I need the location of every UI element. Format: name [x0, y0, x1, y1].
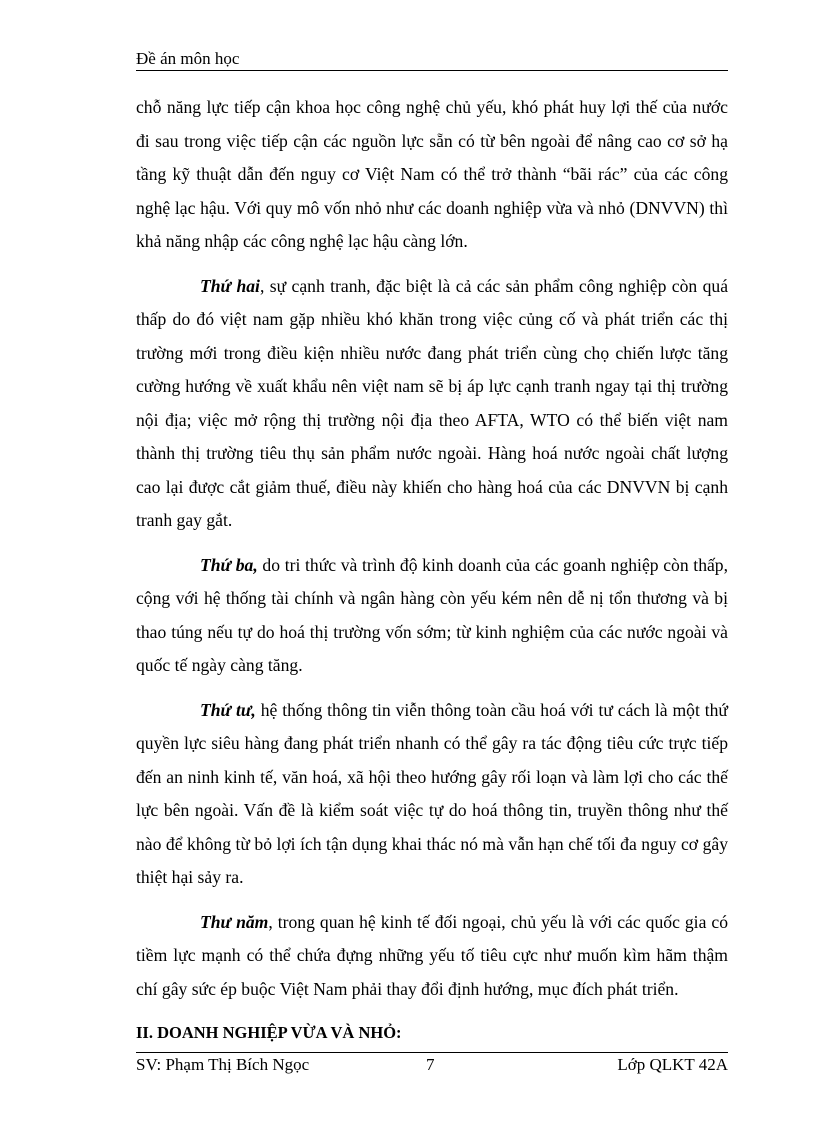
paragraph-3	[136, 549, 728, 683]
paragraph-5	[136, 906, 728, 1007]
paragraph-5-lead: Thư năm	[200, 911, 269, 932]
paragraph-3-text: do tri thức và trình độ kinh doanh của các goanh nghiệp còn thấp, cộng với hệ thống tài chính và ngân hàng còn yếu kém nên dễ nị tổn thương và bị thao túng nếu tự do hoá thị trường vốn sớm; từ kinh nghiệm của các nước ngoài và quốc tế ngày càng tăng.	[136, 554, 728, 675]
paragraph-4-lead: Thứ tư,	[200, 699, 256, 720]
footer-page-number: 7	[426, 1055, 435, 1074]
paragraph-2-text: , sự cạnh tranh, đặc biệt là cả các sản phẩm công nghiệp còn quá thấp do đó việt nam gặp nhiều khó khăn trong việc củng cố và phát triển các thị trường mới trong điều kiện nhiều nước đang phát triển cùng chọ chiến lược tăng cường hướng về xuất khẩu nên việt nam sẽ bị áp lực cạnh tranh ngay tại thị trường nội địa; việc mở rộng thị trường nội địa theo AFTA, WTO có thể biến việt nam thành thị trường tiêu thụ sản phẩm nước ngoài. Hàng hoá nước ngoài chất lượng cao lại được cắt giảm thuế, điều này khiến cho hàng hoá của các DNVVN bị cạnh tranh gay gắt.	[136, 275, 728, 530]
paragraph-5-text: , trong quan hệ kinh tế đối ngoại, chủ yếu là với các quốc gia có tiềm lực mạnh có thể chứa đựng những yếu tố tiêu cực như muốn kìm hãm thậm chí gây sức ép buộc Việt Nam phải thay đổi định hướng, mục đích phát triển.	[136, 911, 728, 999]
header-rule	[136, 70, 728, 71]
footer-student: SV: Phạm Thị Bích Ngọc	[136, 1055, 310, 1074]
footer-class: Lớp QLKT 42A	[617, 1055, 728, 1074]
paragraph-4	[136, 694, 728, 895]
page-header	[136, 48, 728, 70]
paragraph-4-text: hệ thống thông tin viễn thông toàn cầu hoá với tư cách là một thứ quyền lực siêu hàng đang phát triển nhanh có thể gây ra tác động tiêu cức trực tiếp đến an ninh kinh tế, văn hoá, xã hội theo hướng gây rối loạn và làm lợi cho các thế lực bên ngoài. Vấn đề là kiểm soát việc tự do hoá thông tin, truyền thông như thế nào để không từ bỏ lợi ích tận dụng khai thác nó mà vẫn hạn chế tối đa nguy cơ gây thiệt hại sảy ra.	[136, 699, 728, 887]
paragraph-1: chỗ năng lực tiếp cận khoa học công nghệ chủ yếu, khó phát huy lợi thế của nước đi sau trong việc tiếp cận các nguồn lực sẵn có từ bên ngoài để nâng cao cơ sở hạ tầng kỹ thuật dẫn đến nguy cơ Việt Nam có thể trở thành “bãi rác” của các công nghệ lạc hậu. Với quy mô vốn nhỏ như các doanh nghiệp vừa và nhỏ (DNVVN) thì khả năng nhập các công nghệ lạc hậu càng lớn.	[136, 97, 728, 251]
paragraph-3-lead: Thứ ba,	[200, 554, 258, 575]
footer-rule	[136, 1052, 728, 1053]
header-title: Đề án môn học	[136, 49, 240, 68]
section-heading: II. DOANH NGHIỆP VỪA VÀ NHỎ:	[136, 1023, 402, 1042]
document-body	[136, 91, 728, 1050]
paragraph-2-lead: Thứ hai	[200, 275, 260, 296]
paragraph-2	[136, 270, 728, 538]
